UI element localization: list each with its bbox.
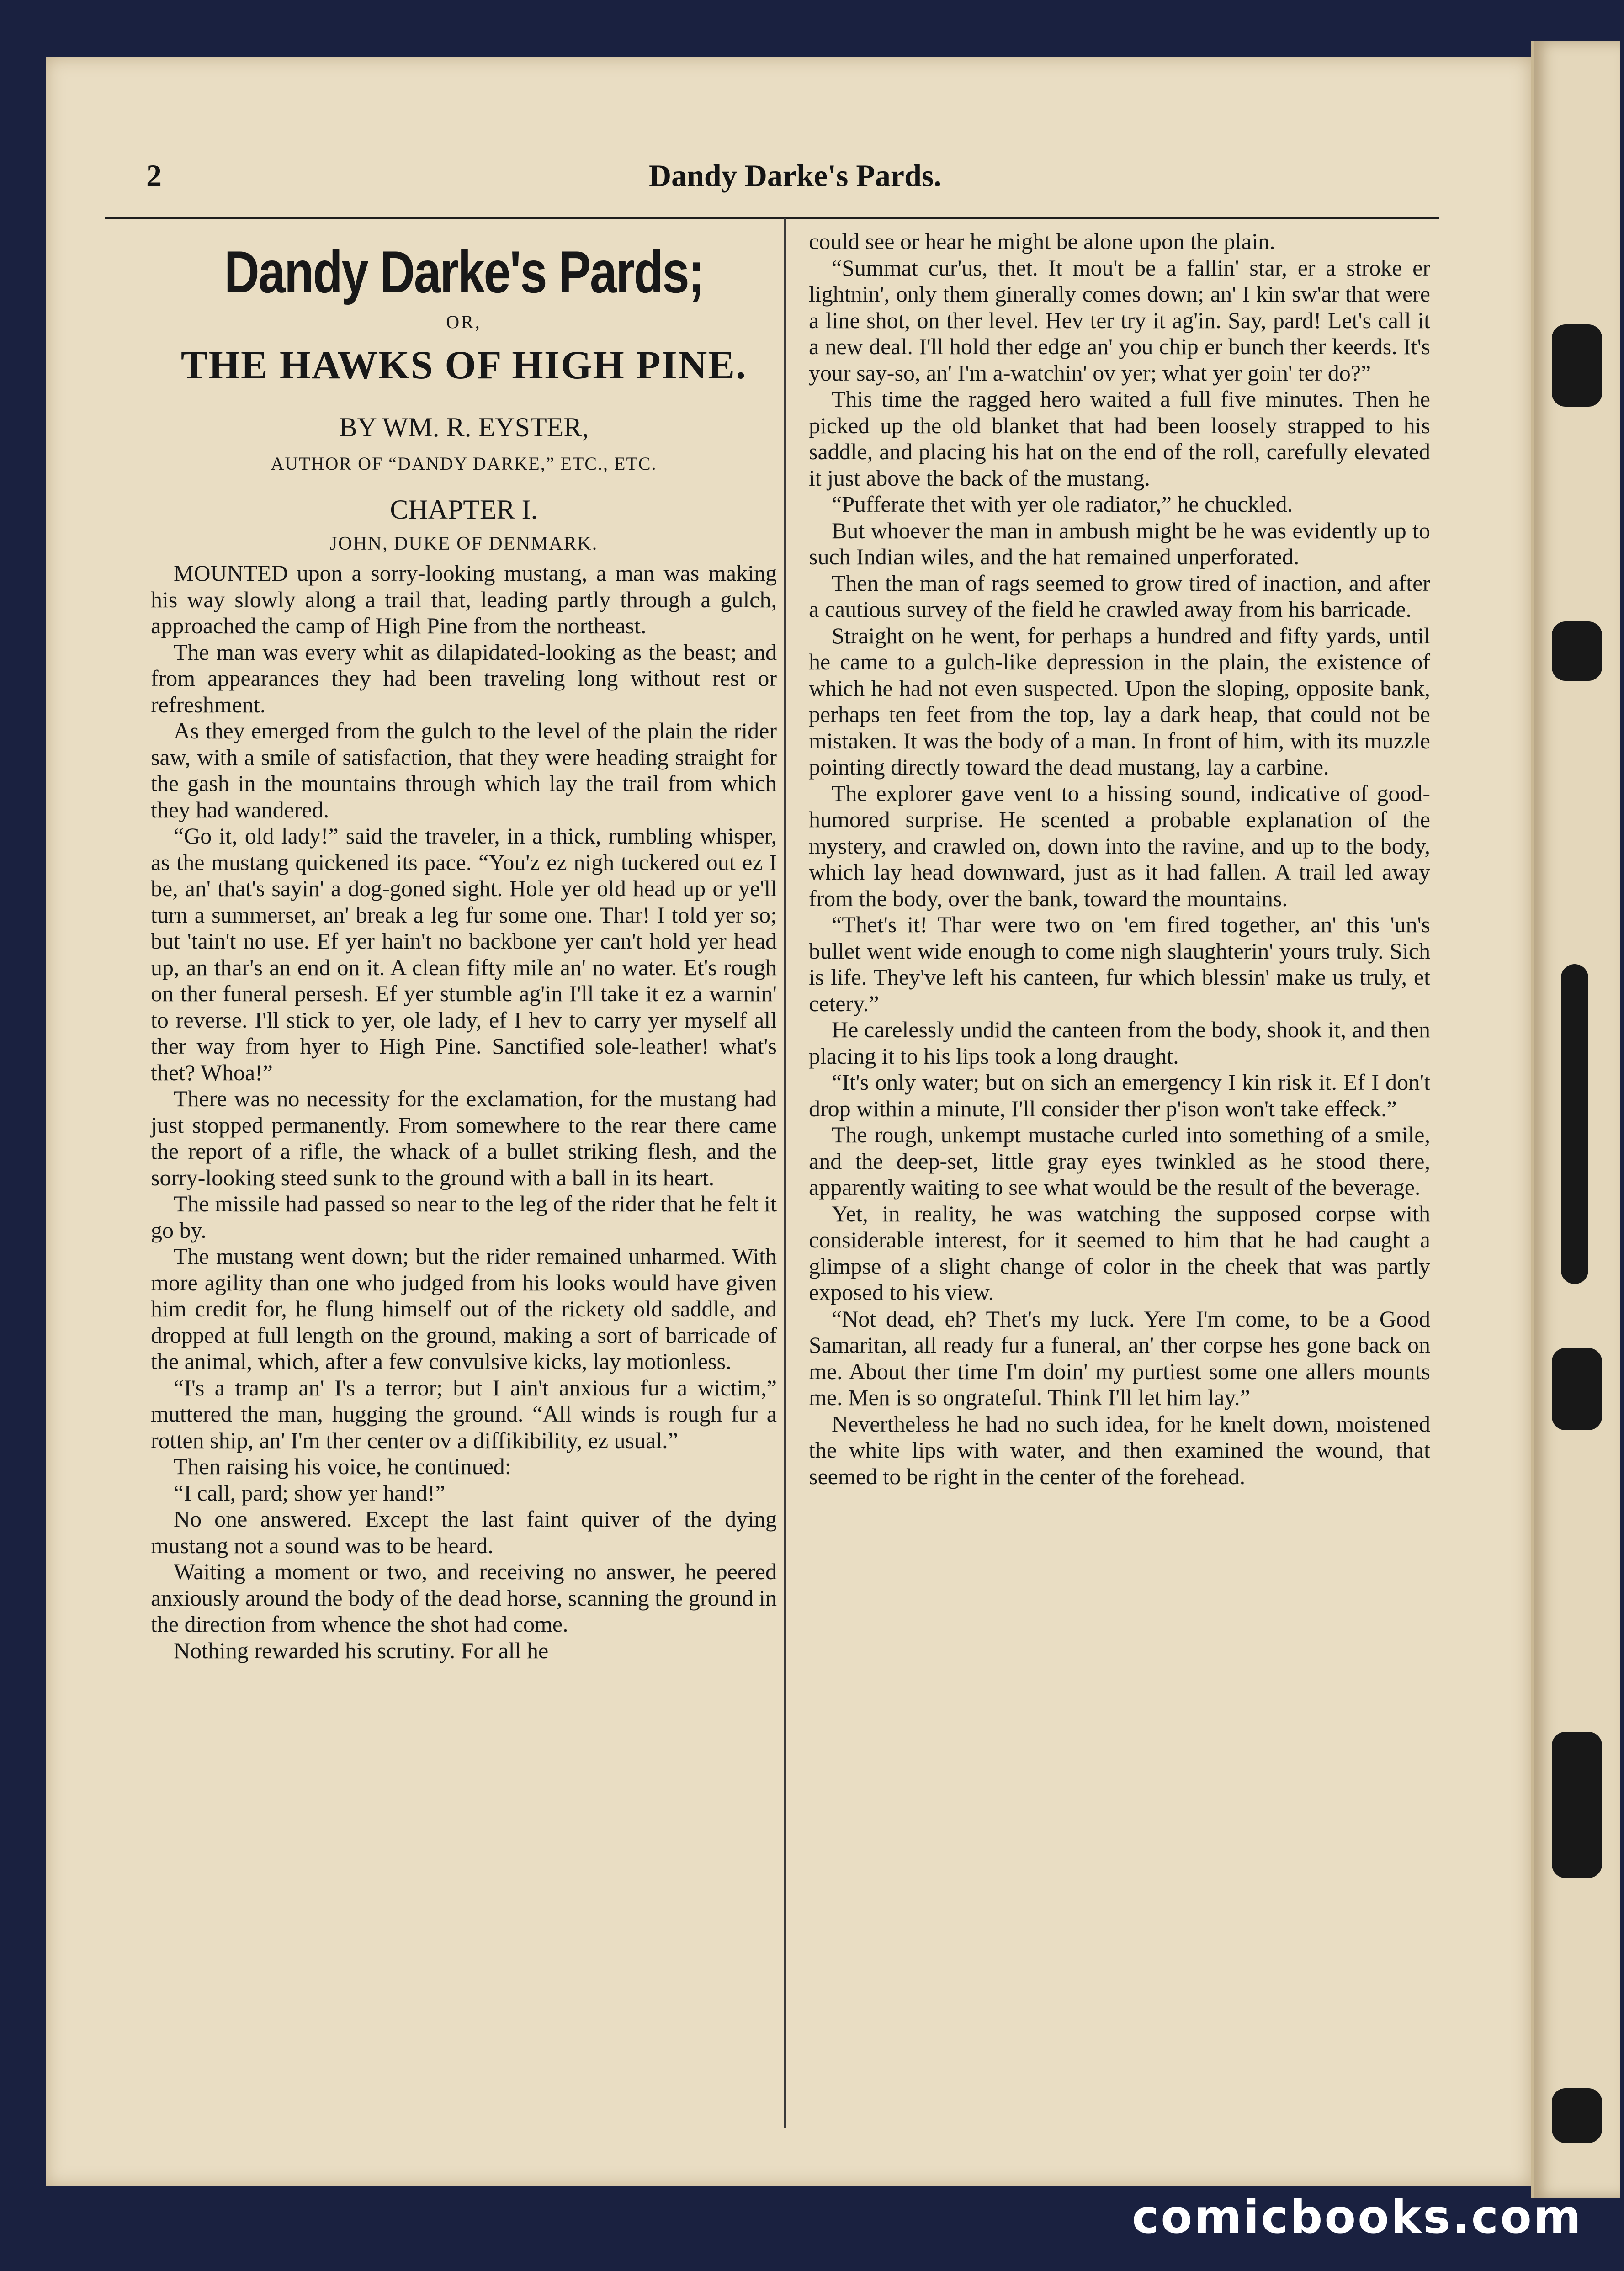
paragraph: Nevertheless he had no such idea, for he knelt down, moistened the white lips with water, and then examined the wound, that seemed to be right in the center of the forehead. (809, 1411, 1430, 1489)
column-rule (784, 218, 786, 2128)
story-title: Dandy Darke's Pards; (224, 239, 704, 305)
header-rule (105, 217, 1439, 219)
paragraph: “It's only water; but on sich an emergency I kin risk it. Ef I don't drop within a minute, I'll consider ther p'ison won't take effeck.” (809, 1069, 1430, 1121)
paragraph: “Pufferate thet with yer ole radiator,” he chuckled. (832, 491, 1293, 517)
paragraph: The missile had passed so near to the leg of the rider that he felt it go by. (151, 1191, 777, 1243)
running-title: Dandy Darke's Pards. (649, 158, 942, 193)
paragraph: The man was every whit as dilapidated-looking as the beast; and from appearances they had been traveling long without rest or refreshment. (151, 639, 777, 717)
spine-damage (1552, 324, 1602, 407)
paragraph: There was no necessity for the exclamation, for the mustang had just stopped permanently. From somewhere to the rear there came the report of a rifle, the whack of a bullet striking flesh, and the sorry-looking steed sunk to the ground with a ball in its heart. (151, 1086, 777, 1190)
paragraph: He carelessly undid the canteen from the body, shook it, and then placing it to his lips took a long draught. (809, 1017, 1430, 1069)
paragraph: Yet, in reality, he was watching the supposed corpse with considerable interest, for it seemed to him that he had caught a glimpse of a slight change of color in the cheek that was partly exposed to his view. (809, 1200, 1430, 1305)
site-watermark: comicbooks.com (1132, 2190, 1583, 2244)
paragraph: Waiting a moment or two, and receiving no answer, he peered anxiously around the body of the dead horse, scanning the ground in the direction from whence the shot had come. (151, 1559, 777, 1637)
paragraph: This time the ragged hero waited a full five minutes. Then he picked up the old blanket that had been loosely strapped to his saddle, and placing his hat on the end of the roll, carefully elevated it just above the back of the mustang. (809, 386, 1430, 491)
left-column (151, 228, 777, 1664)
paragraph: No one answered. Except the last faint quiver of the dying mustang not a sound was to be heard. (151, 1506, 777, 1558)
spine-damage (1552, 1348, 1602, 1430)
running-header (101, 158, 1444, 199)
paragraph: Then the man of rags seemed to grow tired of inaction, and after a cautious survey of the field he crawled away from his barricade. (809, 570, 1430, 622)
paragraph: The explorer gave vent to a hissing sound, indicative of good-humored surprise. He scented a probable explanation of the mystery, and crawled on, down into the ravine, and up to the body, which lay head downward, just as it had fallen. A trail led away from the body, over the bank, toward the mountains. (809, 780, 1430, 911)
spine-damage (1552, 2088, 1602, 2143)
paragraph: MOUNTED upon a sorry-looking mustang, a man was making his way slowly along a trail that, leading partly through a gulch, approached the camp of High Pine from the northeast. (151, 560, 777, 638)
chapter-heading: CHAPTER I. (390, 494, 538, 525)
byline: BY WM. R. EYSTER, (339, 412, 589, 442)
title-or: OR, (446, 312, 482, 332)
paragraph: Nothing rewarded his scrutiny. For all he (174, 1637, 549, 1663)
book-spine (1531, 41, 1620, 2198)
paragraph: “Summat cur'us, thet. It mou't be a fallin' star, er a stroke er lightnin', only them ginerally comes down; an' I kin sw'ar that were a line shot, on ther level. Hev ter try it ag'in. Say, pard! Let's call it a new deal. I'll hold ther edge an' you chip er bunch ther keerds. It's your say-so, an' I'm a-watchin' ov yer; what yer goin' ter do?” (809, 255, 1430, 386)
spine-damage (1561, 964, 1588, 1284)
paragraph: Straight on he went, for perhaps a hundred and fifty yards, until he came to a gulch-like depression in the plain, the existence of which he had not even suspected. Upon the sloping, opposite bank, perhaps ten feet from the top, lay a dark heap, that could not be mistaken. It was the body of a man. In front of him, with its muzzle pointing directly toward the dead mustang, lay a carbine. (809, 622, 1430, 780)
paragraph: “Not dead, eh? Thet's my luck. Yere I'm come, to be a Good Samaritan, all ready fur a funeral, an' ther corpse hes gone back on me. About ther time I'm doin' my purtiest some one allers mounts me. Men is so ongrateful. Think I'll let him lay.” (809, 1305, 1430, 1410)
story-subtitle: THE HAWKS OF HIGH PINE. (180, 343, 747, 387)
paragraph: “I's a tramp an' I's a terror; but I ain't anxious fur a wictim,” muttered the man, hugging the ground. “All winds is rough fur a rotten ship, an' I'm ther center ov a diffikibility, ez usual.” (151, 1374, 777, 1453)
paragraph: “Go it, old lady!” said the traveler, in a thick, rumbling whisper, as the mustang quickened its pace. “You'z ez nigh tuckered out ez I be, an' that's sayin' a dog-goned sight. Hole yer old head up or ye'll turn a summerset, an' break a leg fur some one. Thar! I told yer so; but 'tain't no use. Ef yer hain't no backbone yer can't hold yer head up, an thar's an end on it. A clean fifty mile an' no water. Et's rough on ther funeral persesh. Ef yer stumble ag'in I'll take it ez a warnin' to reverse. I'll stick to yer, ole lady, ef I hev to carry yer myself all ther way from hyer to High Pine. Sanctified sole-leather! what's thet? Whoa!” (151, 823, 777, 1085)
spine-damage (1552, 621, 1602, 681)
paragraph: But whoever the man in ambush might be he was evidently up to such Indian wiles, and the hat remained unperforated. (809, 517, 1430, 569)
paragraph: The mustang went down; but the rider remained unharmed. With more agility than one who judged from his looks would have given him credit for, he flung himself out of the rickety old saddle, and dropped at full length on the ground, making a sort of barricade of the animal, which, after a few convulsive kicks, lay motionless. (151, 1243, 777, 1374)
paragraph: “I call, pard; show yer hand!” (174, 1480, 446, 1506)
right-column (809, 228, 1430, 1490)
paragraph: The rough, unkempt mustache curled into something of a smile, and the deep-set, little gray eyes twinkled as he stood there, apparently waiting to see what would be the result of the beverage. (809, 1122, 1430, 1200)
author-note: AUTHOR OF “DANDY DARKE,” ETC., ETC. (271, 453, 657, 474)
paragraph: “Thet's it! Thar were two on 'em fired together, an' this 'un's bullet went wide enough to come nigh slaughterin' yours truly. Sich is life. They've left his canteen, fur which blessin' make us truly, et cetery.” (809, 912, 1430, 1016)
paragraph: As they emerged from the gulch to the level of the plain the rider saw, with a smile of satisfaction, that they were heading straight for the gash in the mountains through which lay the trail from which they had wandered. (151, 718, 777, 822)
chapter-title: JOHN, DUKE OF DENMARK. (329, 533, 598, 554)
paragraph: Then raising his voice, he continued: (174, 1454, 511, 1479)
spine-damage (1552, 1732, 1602, 1878)
page-number: 2 (146, 158, 162, 193)
paragraph: could see or hear he might be alone upon the plain. (809, 228, 1275, 254)
